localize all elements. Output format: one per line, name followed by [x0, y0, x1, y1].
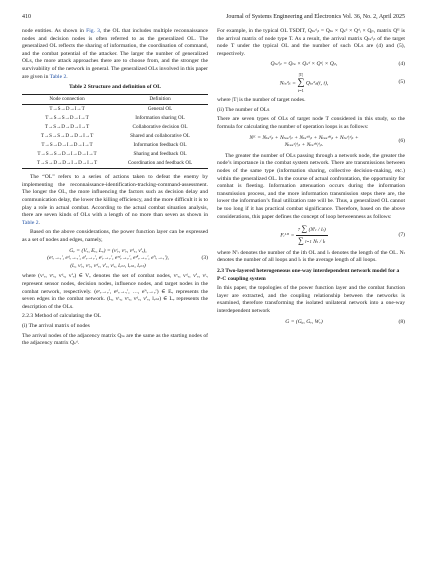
- equation-number: (4): [398, 61, 405, 68]
- equation-3: Gᵥ = (Vᵥ, Eᵥ, Lᵥ) = (vᵗᵥ, vˢᵥ, vᵈᵥ, vⁱᵥ), (eˢᵥ→ᵥ′, eᵈᵥ→ᵥ′, eⁱᵥ→ᵥ′, eᵗᵥ→ᵥ′, eˢᵈᵥ→ᵥ′, eᵈⁱᵥ→ᵥ′, eⁱᵗᵥ→ᵥ′), (lᵥ, vᵗᵥ, vˢᵥ, vᵈᵥ, vⁱᵥ, vᵗᵥ, lᵥₙₗ, lᵥₙₗ, lᵥₙₗ) (3): [47, 247, 208, 269]
- table-row: [22, 150, 208, 159]
- equation-4: Qₜₛᵈᵢₜ = Qₜₛ × Qₛᵈ × Qᵈᵢ × Qᵢₜ, (4): [270, 61, 405, 68]
- definition-cell: Shared and collaborative OL: [130, 133, 190, 139]
- table-row: [22, 114, 208, 123]
- node-connection-cell: T→S→D→I→T: [49, 105, 85, 112]
- node-connection-cell: T→S→D→D→I→T: [44, 123, 90, 130]
- node-connection-cell: T→S→S→D→I→D→I→T: [37, 151, 97, 158]
- definition-cell: Sharing and feedback OL: [133, 151, 187, 158]
- definition-cell: Collaborative decision OL: [132, 123, 188, 130]
- equation-6: Nᴷ = Nₜₛᵈᵢₜ + Nₜₛₛᵈᵢₜ + Nₜₛᵈᵈᵢₜ + Nₜₛₛᵈᵈᵢₜ + Nₜₛᵈᵢᵈᵢₜ + Nₜₛₛᵈᵢᵈᵢₜ + Nₜₛᵈᵈᵢᵈᵢₜ. (6): [249, 134, 405, 149]
- node-connection-cell: T→S→D→I→D→I→T: [41, 142, 93, 149]
- table-row: [22, 123, 208, 132]
- table-row: [22, 104, 208, 114]
- equation-8: G = (Gᵨ, Gᵥ, Wᵥ) (8): [285, 318, 405, 325]
- paragraph: For example, in the typical OL TSDIT, Qₜₛᵈᵢₜ = Qₜₛ × Qₛᵈ × Qᵈᵢ × Qᵢₜ, matrix Qᴵᴵ is the arrival matrix of node type T. As a result, the arrival matrix Qₜₛᵈᵢₜ of the target node T under the typical OL and the number of such OLs are (4) and (5), respectively.: [217, 28, 405, 57]
- figure-link[interactable]: Fig. 3: [86, 28, 100, 34]
- definition-cell: Coordination and feedback OL: [112, 159, 208, 169]
- table-link[interactable]: Table 2: [49, 73, 67, 80]
- table-link[interactable]: Table 2: [22, 219, 39, 226]
- table-row: [22, 159, 208, 169]
- paragraph: where |T| is the number of target nodes.: [217, 97, 306, 104]
- journal-title: Journal of Systems Engineering and Electronics Vol. 36, No. 2, April 2025: [226, 14, 405, 20]
- paragraph: node entities. As shown in Fig. 3, the OL that includes multiple reconnaissance nodes and decision nodes is often referred to as the generalized OL. The generalized OL reflects the sharing of information, the coordination of command, and the combat potential of the attacker. The larger the number of generalized OLs, the more attack approaches there are to choose from, and the stronger the survivability of the network in general. The generalized OLs involved in this paper are given in Table 2.: [22, 28, 208, 80]
- equation-number: (6): [398, 138, 405, 145]
- table-header: Definition: [112, 94, 208, 104]
- paragraph: In this paper, the topologies of the power function layer and the combat function layer are extracted, and the coupling relationship between the networks is examined, therefore transforming the isolated unilateral network into a one-way interdependent network: [217, 285, 405, 314]
- paragraph: Based on the above considerations, the power function layer can be expressed as a set of nodes and edges, namely,: [22, 229, 208, 243]
- paragraph: The “OL” refers to a series of actions taken to defeat the enemy by implementing the reconnaissance-identification-tracking-command-assessment. The longer the OL, the more influencing the factors such as decision delay and communication delay, the lower the killing efficiency, and the more difficult it is to play a role in actual combat. According to the actual combat situation analysis, there are seven kinds of OLs with a length of no more than seven as shown in Table 2.: [22, 174, 208, 226]
- subsubsection-heading: (ii) The number of OLs: [217, 106, 270, 113]
- equation-number: (5): [398, 79, 405, 86]
- subsection-heading: 2.2.3 Method of calculating the OL: [22, 313, 102, 320]
- equation-5: Nₜₛᵈᵢₜ = |T| ∑ i=1 Qₜₛᵈᵢₜ(i, i), (5): [279, 71, 405, 94]
- equation-number: (3): [201, 255, 208, 262]
- paragraph: The arrival nodes of the adjacency matrix Qₜₛ are the same as the starting nodes of the adjacency matrix Qₛᵈ.: [22, 332, 208, 347]
- table-header: Node connection: [22, 94, 112, 104]
- definition-cell: Information sharing OL: [135, 114, 185, 121]
- table-row: [22, 141, 208, 150]
- node-connection-cell: T→S→S→D→I→T: [45, 114, 89, 121]
- page-number: 410: [22, 14, 31, 20]
- definition-cell: Information feedback OL: [133, 142, 187, 149]
- node-connection-cell: T→S→D→D→I→D→I→T: [22, 159, 112, 169]
- paragraph: The greater the number of OLs passing through a network node, the greater the node’s importance in the combat system network. There are transmissions between nodes of the same type (information sharing, collective decision-making, etc.) within the generalized OL. In the course of actual confrontation, the opportunity for combat is fleeting. Information attenuation occurs during the information transmission process, and the more information transmission steps there are, the lower the information’s final utilization rate will be. Thus, a generalized OL cannot be too long if it has practical combat significance. Therefore, based on the above considerations, this paper defines the concept of loop betweenness as follows:: [217, 152, 405, 220]
- equation-number: (8): [398, 318, 405, 325]
- page-header: [22, 13, 405, 21]
- ol-structure-table: [22, 94, 208, 170]
- subsubsection-heading: (i) The arrival matrix of nodes: [22, 322, 90, 329]
- paragraph: There are seven types of OLs of target node T considered in this study, so the formula for calculating the number of operation loops is as follows:: [217, 116, 405, 130]
- equation-7: Fᵢᴸᴿ = $\frac{\text{7 ∑ (Nⁱₗ / lₗ)}}{\text{∑ l=1 Nₗ / lₗ}}$ (7): [280, 224, 405, 245]
- equation-number: (7): [398, 231, 405, 238]
- table-row: [22, 132, 208, 141]
- left-column: [22, 28, 208, 350]
- section-heading: 2.3 Two-layered heterogeneous one-way interdependent network model for a P-C coupling system: [217, 268, 400, 282]
- definition-cell: General OL: [147, 105, 173, 112]
- right-column: [217, 28, 405, 329]
- paragraph: where (vᵗᵥ, vˢᵥ, vᵈᵥ, vⁱᵥ) ∈ Vᵥ denotes the set of combat nodes, vˢᵥ, vᵈᵥ, vⁱᵥ, vᵗᵥ represent sensor nodes, decision nodes, influence nodes, and target nodes in the combat network, respectively. (eˢᵥ→ᵥ′, eᵈᵥ→ᵥ′, …, eⁱᵗᵥ→ᵥ′) ∈ Eᵥ represents the seven edges in the combat network. (lᵥ, vᵗᵥ, vˢᵥ, vᵈᵥ, vⁱᵥ, lᵥₙₗ) ∈ Lᵥ represents the description of the OLs.: [22, 273, 208, 310]
- table-title: Table 2 Structure and definition of OL: [69, 84, 161, 91]
- node-connection-cell: T→S→S→D→D→I→T: [40, 133, 94, 139]
- paragraph: where Nⁱₗ denotes the number of the ith OL and lₗ denotes the length of the OL. Nₗ denotes the number of all loops and lₗ is the average length of all loops.: [217, 249, 405, 264]
